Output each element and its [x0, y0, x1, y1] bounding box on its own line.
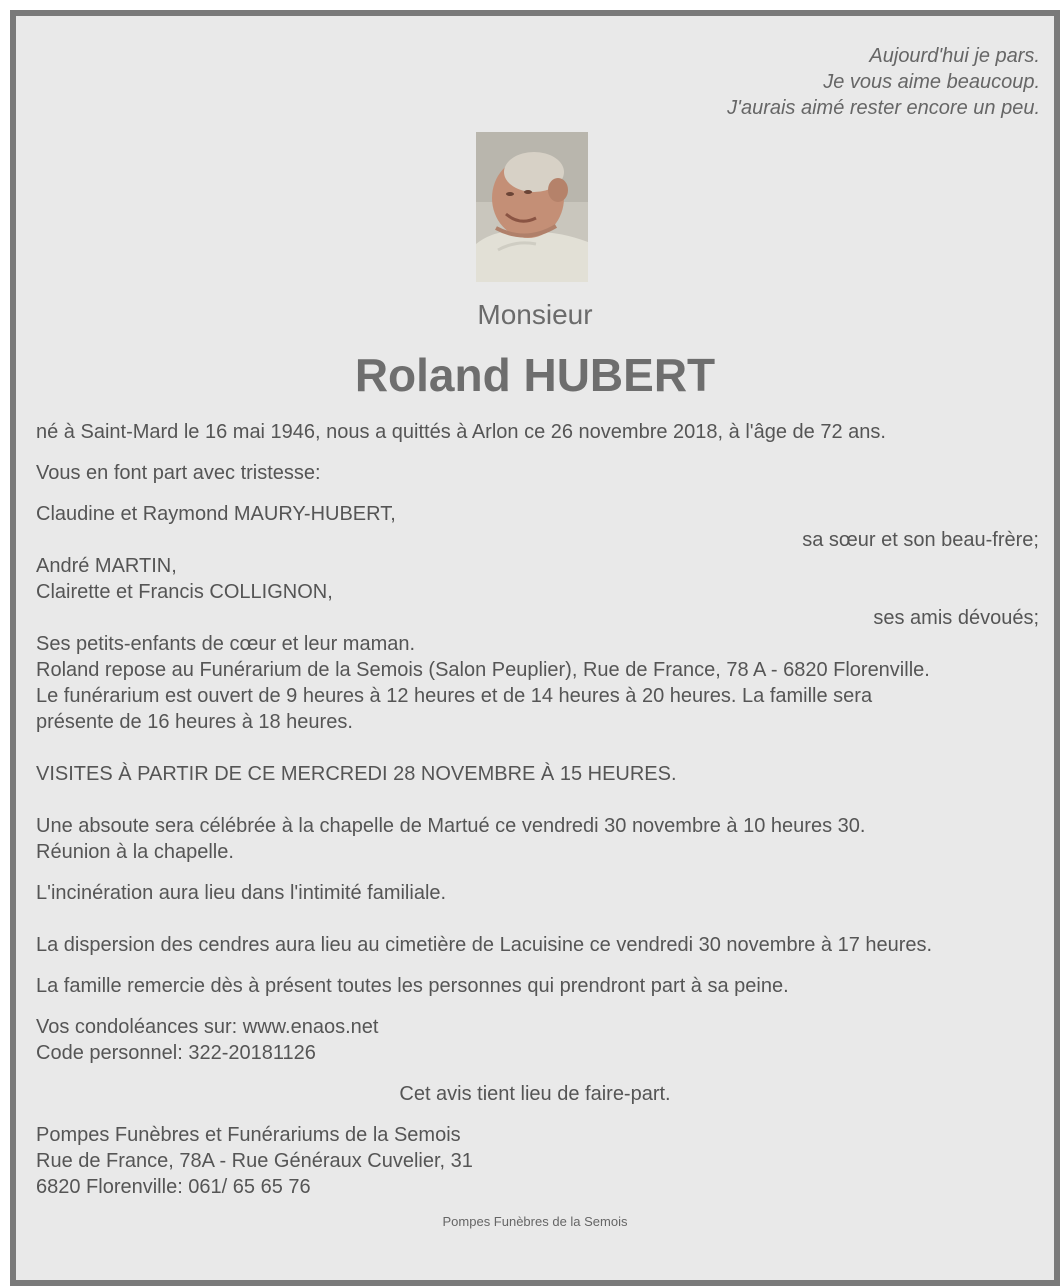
cremation-line: L'incinération aura lieu dans l'intimité familiale. [36, 882, 447, 904]
family-relation-1: sa sœur et son beau-frère; [802, 529, 1039, 551]
portrait-photo [476, 132, 588, 282]
footer-text: Pompes Funèbres de la Semois [442, 1214, 628, 1229]
friend-2: Clairette et Francis COLLIGNON, [36, 581, 333, 603]
poem-line-1: Aujourd'hui je pars. [869, 45, 1040, 67]
friend-1: André MARTIN, [36, 555, 177, 577]
thanks-line: La famille remercie dès à présent toutes les personnes qui prendront part à sa peine. [36, 975, 789, 997]
rest-line-1: Roland repose au Funérarium de la Semois (Salon Peuplier), Rue de France, 78 A - 6820 Florenville. [36, 659, 930, 681]
poem [727, 43, 1040, 121]
funeral-home-name: Pompes Funèbres et Funérariums de la Semois [36, 1124, 461, 1146]
obituary-card [10, 10, 1060, 1286]
notice-line: Cet avis tient lieu de faire-part. [399, 1083, 671, 1105]
deceased-name: Roland HUBERT [354, 349, 716, 401]
visits-line: VISITES À PARTIR DE CE MERCREDI 28 NOVEMBRE À 15 HEURES. [36, 763, 677, 785]
intro-text: Vous en font part avec tristesse: [36, 462, 321, 484]
grandchildren-line: Ses petits-enfants de cœur et leur maman. [36, 633, 416, 655]
absoute-line-2: Réunion à la chapelle. [36, 841, 234, 863]
funeral-home-city-phone: 6820 Florenville: 061/ 65 65 76 [36, 1176, 311, 1198]
family-member-1: Claudine et Raymond MAURY-HUBERT, [36, 503, 396, 525]
absoute-line-1: Une absoute sera célébrée à la chapelle de Martué ce vendredi 30 novembre à 10 heures 30. [36, 815, 866, 837]
birth-line: né à Saint-Mard le 16 mai 1946, nous a quittés à Arlon ce 26 novembre 2018, à l'âge de 72 ans. [36, 421, 886, 443]
condolences-line: Vos condoléances sur: www.enaos.net [36, 1016, 379, 1038]
poem-line-2: Je vous aime beaucoup. [823, 71, 1040, 93]
funeral-home-address: Rue de France, 78A - Rue Généraux Cuvelier, 31 [36, 1150, 473, 1172]
friends-relation: ses amis dévoués; [873, 607, 1039, 629]
dispersion-line: La dispersion des cendres aura lieu au cimetière de Lacuisine ce vendredi 30 novembre à 17 heures. [36, 934, 933, 956]
rest-line-3: présente de 16 heures à 18 heures. [36, 711, 353, 733]
poem-line-3: J'aurais aimé rester encore un peu. [727, 97, 1040, 119]
portrait-illustration [476, 132, 588, 282]
honorific: Monsieur [477, 299, 593, 330]
rest-line-2: Le funérarium est ouvert de 9 heures à 12 heures et de 14 heures à 20 heures. La famille sera [36, 685, 873, 707]
personal-code-line: Code personnel: 322-20181126 [36, 1042, 316, 1064]
